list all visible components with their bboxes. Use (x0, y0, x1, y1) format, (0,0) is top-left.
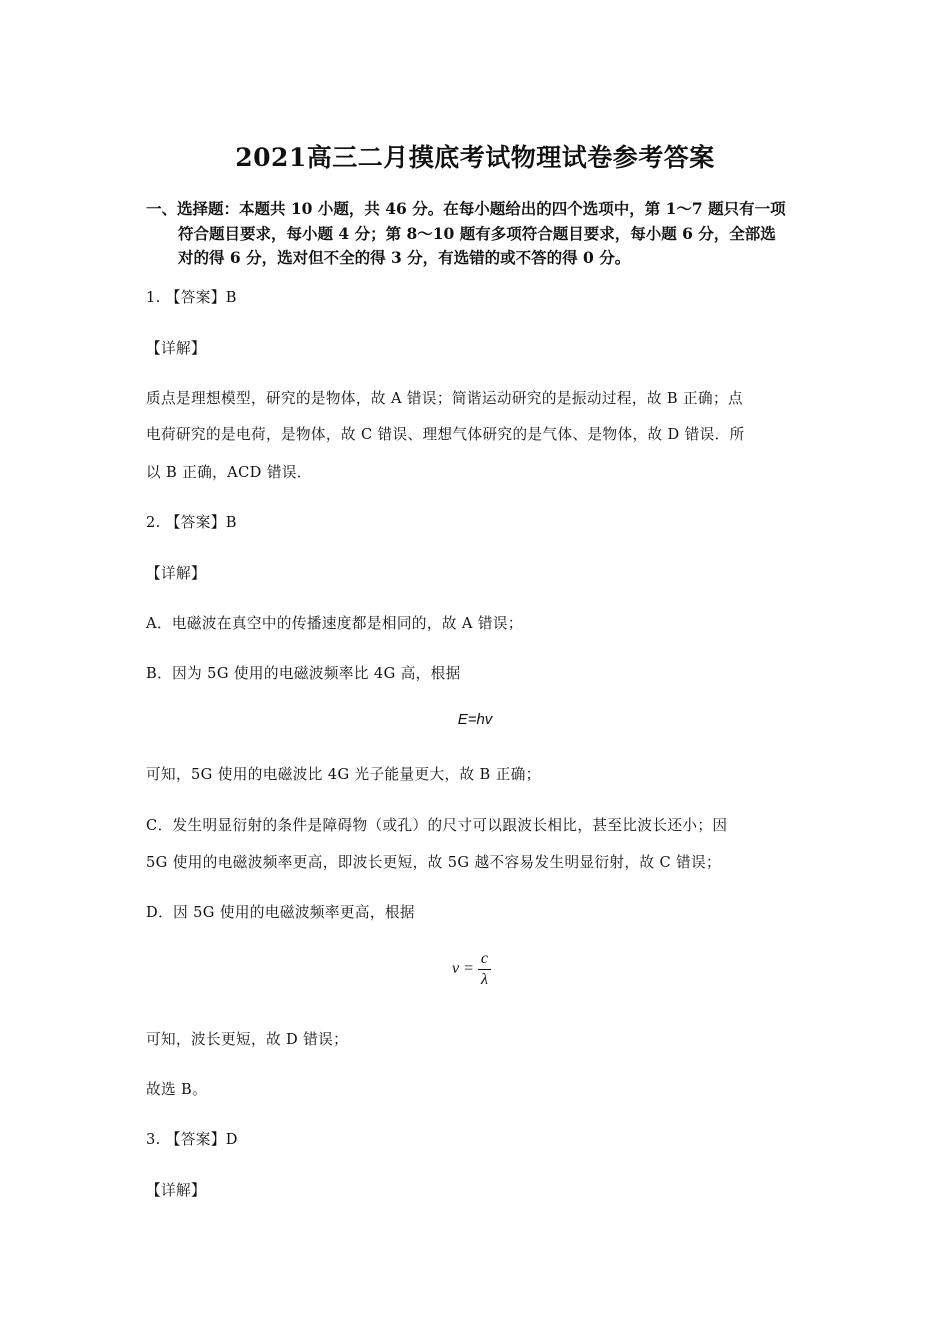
section-heading-line-2: 符合题目要求，每小题 4 分；第 8～10 题有多项符合题目要求，每小题 6 分，全部选 (178, 224, 776, 243)
q1-detail-label: 【详解】 (146, 340, 206, 357)
q2-option-d: D．因 5G 使用的电磁波频率更高，根据 (146, 904, 415, 921)
formula-fraction (478, 950, 491, 989)
formula-energy: E=hv (457, 711, 493, 728)
q3-answer: 3. 【答案】D (146, 1131, 238, 1148)
q3-detail-label: 【详解】 (146, 1182, 206, 1199)
formula-denominator: λ (480, 971, 488, 988)
section-heading-line-3: 对的得 6 分，选对但不全的得 3 分，有选错的或不答的得 0 分。 (178, 248, 631, 267)
formula-frequency (452, 950, 491, 989)
q2-option-b-conclusion: 可知，5G 使用的电磁波比 4G 光子能量更大，故 B 正确； (146, 766, 541, 783)
formula-frequency-lhs: v = (452, 960, 474, 978)
q2-detail-label: 【详解】 (146, 565, 206, 582)
formula-numerator: c (478, 950, 491, 970)
q1-explanation-line-1: 质点是理想模型，研究的是物体，故 A 错误；简谐运动研究的是振动过程，故 B 正确；点 (146, 390, 743, 407)
q2-option-b: B．因为 5G 使用的电磁波频率比 4G 高，根据 (146, 665, 461, 682)
q2-option-a: A．电磁波在真空中的传播速度都是相同的，故 A 错误； (146, 615, 523, 632)
q2-option-c-line-1: C．发生明显衍射的条件是障碍物（或孔）的尺寸可以跟波长相比，甚至比波长还小；因 (146, 817, 728, 834)
page-title: 2021高三二月摸底考试物理试卷参考答案 (235, 143, 715, 172)
q2-option-d-conclusion: 可知，波长更短，故 D 错误； (146, 1031, 349, 1048)
q2-answer: 2. 【答案】B (146, 514, 237, 531)
q2-final-choice: 故选 B。 (146, 1081, 208, 1098)
section-heading-line-1: 一、选择题：本题共 10 小题，共 46 分。在每小题给出的四个选项中，第 1～7 题只有一项 (146, 199, 786, 218)
q1-answer: 1. 【答案】B (146, 289, 237, 306)
q2-option-c-line-2: 5G 使用的电磁波频率更高，即波长更短，故 5G 越不容易发生明显衍射，故 C 错误； (146, 854, 722, 871)
q1-explanation-line-2: 电荷研究的是电荷，是物体，故 C 错误、理想气体研究的是气体、是物体，故 D 错误．所 (146, 426, 745, 443)
q1-explanation-line-3: 以 B 正确，ACD 错误． (146, 464, 312, 481)
